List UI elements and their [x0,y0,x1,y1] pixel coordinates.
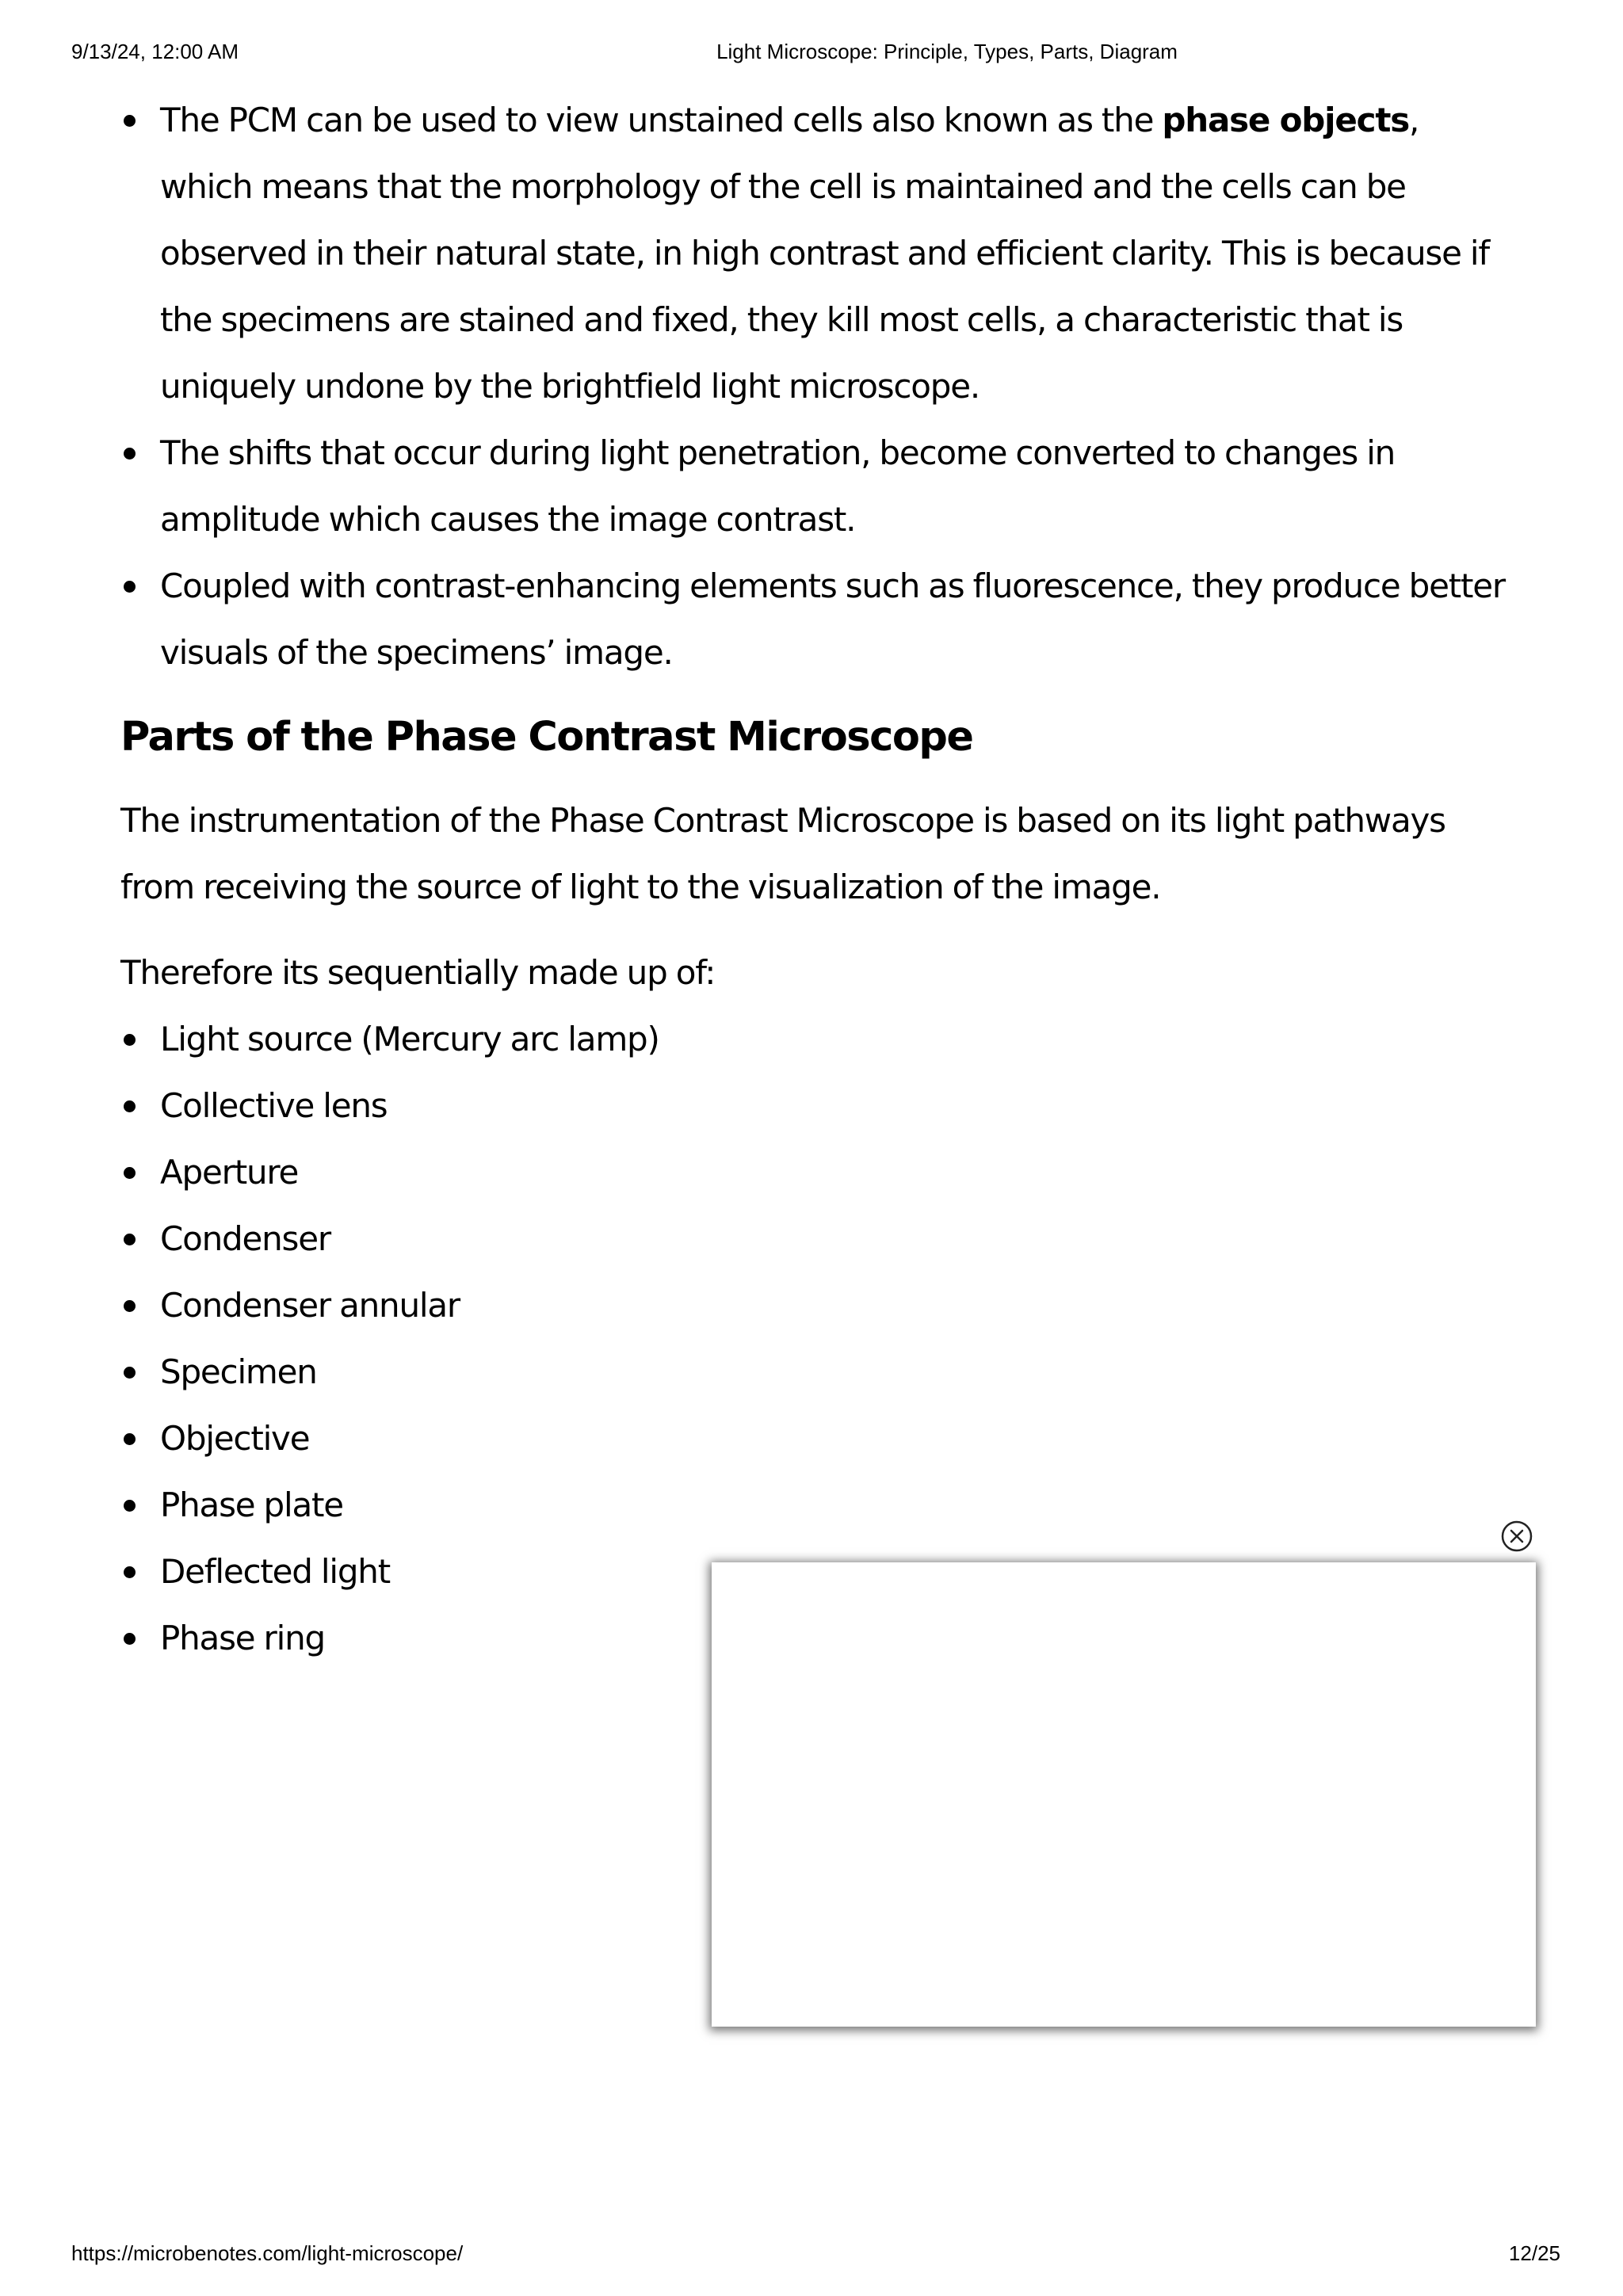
print-datetime: 9/13/24, 12:00 AM [71,40,239,63]
part-label: Specimen [160,1352,317,1391]
print-page-number: 12/25 [1508,2241,1560,2265]
section-heading: Parts of the Phase Contrast Microscope [120,714,973,761]
list-item [120,553,1515,686]
part-label: Objective [160,1419,310,1458]
list-item [120,1139,1515,1206]
part-label: Collective lens [160,1086,388,1125]
article-content [120,87,1515,1672]
list-item [120,1206,1515,1272]
bold-term: phase objects [1162,101,1409,139]
intro-bullet-list [120,87,1515,686]
bullet-dot [124,1300,136,1312]
bullet-dot [124,1167,136,1179]
list-item [120,1006,1515,1073]
bullet-dot [124,115,136,127]
part-label: Phase ring [160,1619,325,1657]
ad-placeholder[interactable] [712,1562,1536,2027]
list-item [120,1272,1515,1339]
close-ad-button[interactable] [1500,1520,1533,1553]
list-item [120,1472,1515,1539]
part-label: Aperture [160,1153,299,1192]
list-item [120,1339,1515,1405]
bullet-text: The shifts that occur during light penetration, become converted to changes in amplitude which causes the image contrast. [160,433,1396,539]
bullet-dot [124,1500,136,1512]
bullet-dot [124,1100,136,1112]
bullet-text-before: The PCM can be used to view unstained cells also known as the [160,101,1163,139]
list-item [120,1073,1515,1139]
bullet-dot [124,1566,136,1578]
part-label: Condenser [160,1219,330,1258]
bullet-dot [124,448,136,460]
part-label: Phase plate [160,1486,343,1524]
bullet-dot [124,1367,136,1379]
part-label: Light source (Mercury arc lamp) [160,1020,659,1058]
print-footer [0,2241,1623,2268]
section-lead: Therefore its sequentially made up of: [120,953,716,992]
list-item [120,87,1515,420]
print-header [0,40,1623,67]
list-item [120,1405,1515,1472]
part-label: Deflected light [160,1552,390,1591]
print-page-title: Light Microscope: Principle, Types, Parts, Diagram [716,40,1178,63]
part-label: Condenser annular [160,1286,460,1325]
bullet-dot [124,1633,136,1645]
bullet-text: Coupled with contrast-enhancing elements such as fluorescence, they produce better visuals of the specimens’ image. [160,566,1506,672]
close-circle-icon [1500,1520,1533,1553]
bullet-dot [124,1433,136,1445]
print-url: https://microbenotes.com/light-microscope/ [71,2241,464,2265]
bullet-dot [124,1034,136,1046]
list-item [120,420,1515,553]
bullet-text-after: , which means that the morphology of the cell is maintained and the cells can be observed in their natural state, in high contrast and efficient clarity. This is because if the specimens are stained and fixed, they kill most cells, a characteristic that is uniquely undone by the brightfield light microscope. [160,101,1489,406]
section-paragraph: The instrumentation of the Phase Contrast Microscope is based on its light pathways from receiving the source of light to the visualization of the image. [120,801,1445,906]
bullet-dot [124,1234,136,1245]
bullet-dot [124,581,136,593]
